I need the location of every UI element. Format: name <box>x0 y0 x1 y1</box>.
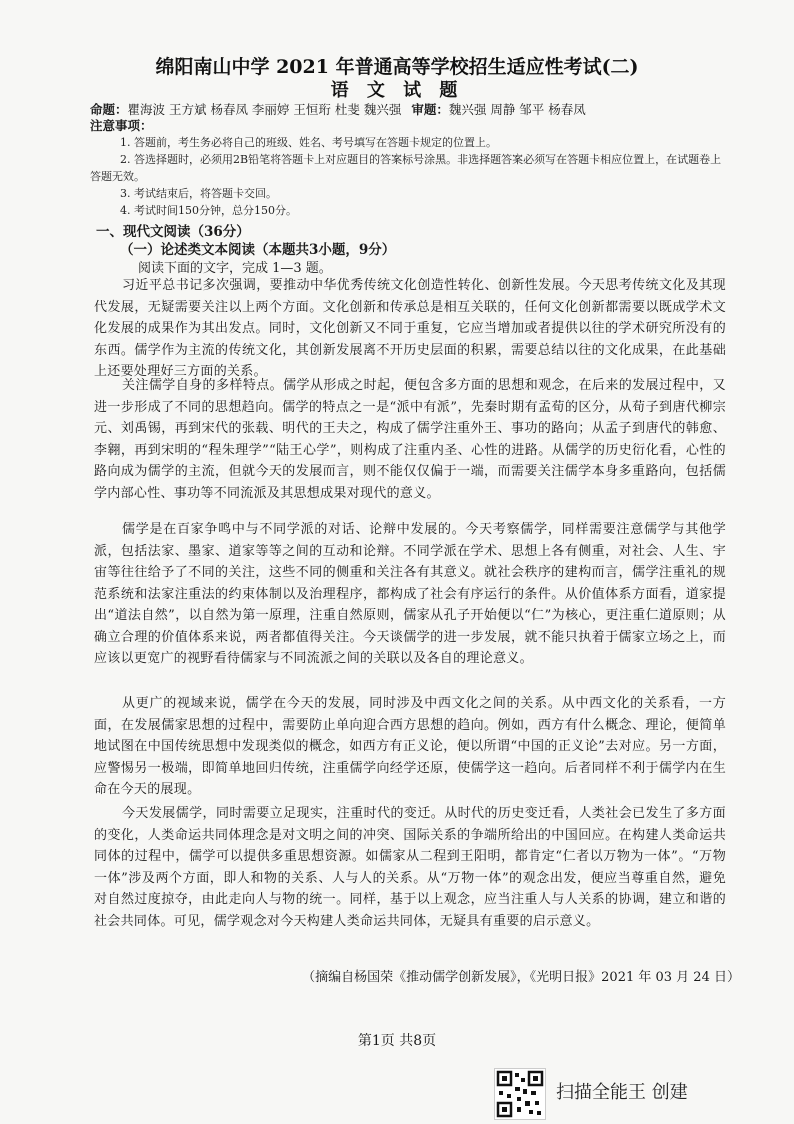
passage-paragraph: 关注儒学自身的多样特点。儒学从形成之时起，便包含多方面的思想和观念，在后来的发展过程中，又进一步形成了不同的思想趋向。儒学的特点之一是“派中有派”，先秦时期有孟荀的区分，从荀子到唐代柳宗元、刘禹锡，再到宋代的张载、明代的王夫之，构成了儒学注重外王、事功的路向；从孟子到唐代的韩愈、李翱，再到宋明的“程朱理学”“陆王心学”，则构成了注重内圣、心性的进路。从儒学的历史衍化看，心性的路向成为儒学的主流，但就今天的发展而言，则不能仅仅偏于一端，而需要关注儒学本身多重路向，包括儒学内部心性、事功等不同流派及其思想成果对现代的意义。 <box>94 378 726 501</box>
proposer-label: 命题： <box>90 102 128 117</box>
page-number: 第1页 共8页 <box>357 1033 437 1049</box>
authors-line <box>90 100 730 118</box>
reviewer-label: 审题： <box>411 102 449 117</box>
reading-instruction: 阅读下面的文字，完成 1—3 题。 <box>138 261 332 276</box>
notice-item: 3. 考试结束后，将答题卡交回。 <box>120 187 277 200</box>
proposers: 瞿海波 王方斌 杨春凤 李丽婷 王恒珩 杜斐 魏兴强 <box>127 102 402 117</box>
exam-title: 绵阳南山中学 2021 年普通高等学校招生适应性考试(二) <box>155 56 639 78</box>
notice-item: 2. 答选择题时，必须用2B铅笔将答题卡上对应题目的答案标号涂黑。非选择题答案必须写在答题卡相应位置上，在试题卷上答题无效。 <box>90 153 722 183</box>
section-heading: 一、现代文阅读（36分） <box>96 224 250 240</box>
passage-paragraph: 习近平总书记多次强调，要推动中华优秀传统文化创造性转化、创新性发展。今天思考传统文化及其现代发展，无疑需要关注以上两个方面。文化创新和传承总是相互关联的，任何文化创新都需要以既成学术文化发展的成果作为其出发点。同时，文化创新又不同于重复，它应当增加或者提供以往的学术研究所没有的东西。儒学作为主流的传统文化，其创新发展离不开历史层面的积累，需要总结以往的文化成果，在此基础上还要处理好三方面的关系。 <box>94 278 726 379</box>
passage-paragraph: 今天发展儒学，同时需要立足现实，注重时代的变迁。从时代的历史变迁看，人类社会已发生了多方面的变化，人类命运共同体理念是对文明之间的冲突、国际关系的争端所给出的中国回应。在构建人类命运共同体的过程中，儒学可以提供多重思想资源。如儒家从二程到王阳明，都肯定“仁者以万物为一体”。“万物一体”涉及两个方面，即人和物的关系、人与人的关系。从“万物一体”的观念出发，便应当尊重自然，避免对自然过度掠夺，由此走向人与物的统一。同样，基于以上观念，应当注重人与人关系的协调，建立和谐的社会共同体。可见，儒学观念对今天构建人类命运共同体，无疑具有重要的启示意义。 <box>94 806 726 929</box>
qr-code-icon <box>494 1068 546 1120</box>
subsection-heading: （一）论述类文本阅读（本题共3小题，9分） <box>120 242 396 258</box>
passage-paragraph: 儒学是在百家争鸣中与不同学派的对话、论辩中发展的。今天考察儒学，同样需要注意儒学与其他学派，包括法家、墨家、道家等等之间的互动和论辩。不同学派在学术、思想上各有侧重，对社会、人生、宇宙等往往给予了不同的关注，这些不同的侧重和关注各有其意义。就社会秩序的建构而言，儒学注重礼的规范系统和法家注重法的约束体制以及治理程序，都构成了社会有序运行的条件。从价值体系方面看，道家提出“道法自然”，以自然为第一原理，注重自然原则，儒家从孔子开始便以“仁”为核心，更注重仁道原则；从确立合理的价值体系来说，两者都值得关注。今天谈儒学的进一步发展，就不能只执着于儒家立场之上，而应该以更宽广的视野看待儒家与不同流派之间的关联以及各自的理论意义。 <box>94 522 726 666</box>
source-citation: （摘编自杨国荣《推动儒学创新发展》，《光明日报》2021 年 03 月 24 日） <box>302 970 740 985</box>
subject-title: 语 文 试 题 <box>330 80 464 101</box>
notice-item: 1. 答题前，考生务必将自己的班级、姓名、考号填写在答题卡规定的位置上。 <box>120 136 497 149</box>
notice-heading: 注意事项： <box>90 118 153 133</box>
scanner-watermark: 扫描全能王 创建 <box>556 1082 688 1103</box>
reviewers: 魏兴强 周静 邹平 杨春凤 <box>448 102 586 117</box>
notice-item: 4. 考试时间150分钟，总分150分。 <box>120 204 297 217</box>
passage-paragraph: 从更广的视域来说，儒学在今天的发展，同时涉及中西文化之间的关系。从中西文化的关系看，一方面，在发展儒家思想的过程中，需要防止单向迎合西方思想的趋向。例如，西方有什么概念、理论，便简单地试图在中国传统思想中发现类似的概念，如西方有正义论，便以所谓“中国的正义论”去对应。另一方面，应警惕另一极端，即简单地回归传统，注重儒学向经学还原，使儒学这一趋向。后者同样不利于儒学内在生命在今天的展现。 <box>94 696 726 797</box>
